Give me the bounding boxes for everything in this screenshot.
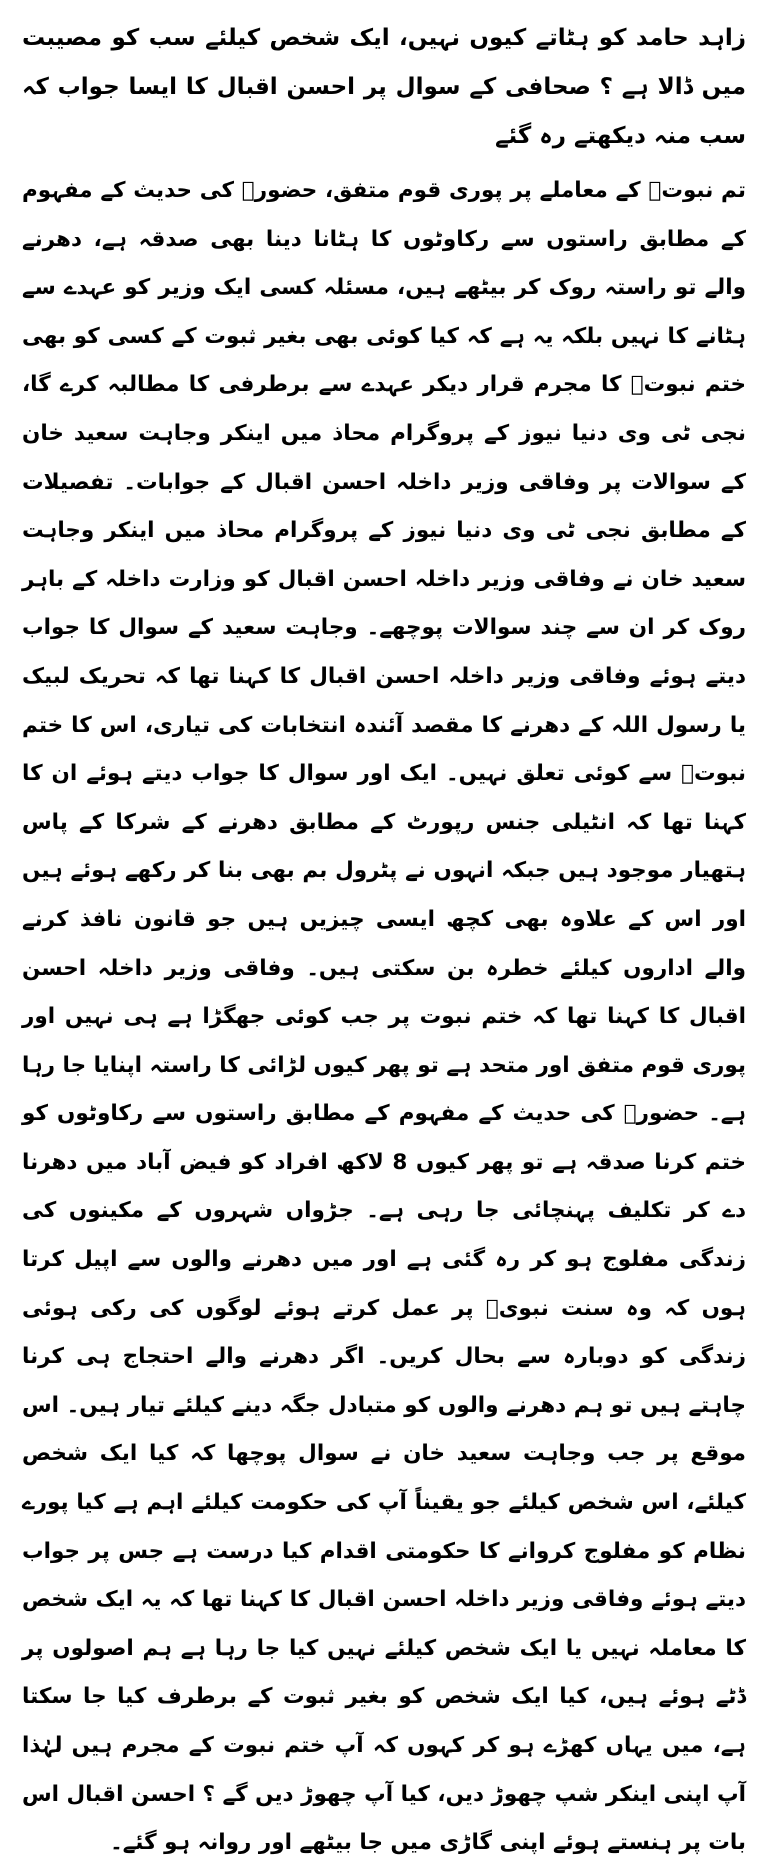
article-headline: زاہد حامد کو ہٹاتے کیوں نہیں، ایک شخص کیلئے سب کو مصیبت میں ڈالا ہے ؟ صحافی کے سوال پر احسن اقبال کا ایسا جواب کہ سب منہ دیکھتے رہ گئے [22, 25, 746, 149]
article-body: تم نبوتؐ کے معاملے پر پوری قوم متفق، حضورؐ کی حدیث کے مفہوم کے مطابق راستوں سے رکاوٹوں کا ہٹانا دینا بھی صدقہ ہے، دھرنے والے تو راستہ روک کر بیٹھے ہیں، مسئلہ کسی ایک وزیر کو عہدے سے ہٹانے کا نہیں بلکہ یہ ہے کہ کیا کوئی بھی بغیر ثبوت کے کسی کو بھی ختم نبوتؐ کا مجرم قرار دیکر عہدے سے برطرفی کا مطالبہ کرے گا، نجی ٹی وی دنیا نیوز کے پروگرام محاذ میں اینکر وجاہت سعید خان کے سوالات پر وفاقی وزیر داخلہ احسن اقبال کے جوابات۔ تفصیلات کے مطابق نجی ٹی وی دنیا نیوز کے پروگرام محاذ میں اینکر وجاہت سعید خان نے وفاقی وزیر داخلہ احسن اقبال کو وزارت داخلہ کے باہر روک کر ان سے چند سوالات پوچھے۔ وجاہت سعید کے سوال کا جواب دیتے ہوئے وفاقی وزیر داخلہ احسن اقبال کا کہنا تھا کہ تحریک لبیک یا رسول اللہ کے دھرنے کا مقصد آئندہ انتخابات کی تیاری، اس کا ختم نبوتؐ سے کوئی تعلق نہیں۔ ایک اور سوال کا جواب دیتے ہوئے ان کا کہنا تھا کہ انٹیلی جنس رپورٹ کے مطابق دھرنے کے شرکا کے پاس ہتھیار موجود ہیں جبکہ انہوں نے پٹرول بم بھی بنا کر رکھے ہوئے ہیں اور اس کے علاوہ بھی کچھ ایسی چیزیں ہیں جو قانون نافذ کرنے والے اداروں کیلئے خطرہ بن سکتی ہیں۔ وفاقی وزیر داخلہ احسن اقبال کا کہنا تھا کہ ختم نبوت پر جب کوئی جھگڑا ہے ہی نہیں اور پوری قوم متفق اور متحد ہے تو پھر کیوں لڑائی کا راستہ اپنایا جا رہا ہے۔ حضورؐ کی حدیث کے مفہوم کے مطابق راستوں سے رکاوٹوں کو ختم کرنا صدقہ ہے تو پھر کیوں 8 لاکھ افراد کو فیض آباد میں دھرنا دے کر تکلیف پہنچائی جا رہی ہے۔ جڑواں شہروں کے مکینوں کی زندگی مفلوج ہو کر رہ گئی ہے اور میں دھرنے والوں سے اپیل کرتا ہوں کہ وہ سنت نبویؐ پر عمل کرتے ہوئے لوگوں کی رکی ہوئی زندگی کو دوبارہ سے بحال کریں۔ اگر دھرنے والے احتجاج ہی کرنا چاہتے ہیں تو ہم دھرنے والوں کو متبادل جگہ دینے کیلئے تیار ہیں۔ اس موقع پر جب وجاہت سعید خان نے سوال پوچھا کہ کیا ایک شخص کیلئے، اس شخص کیلئے جو یقیناً آپ کی حکومت کیلئے اہم ہے کیا پورے نظام کو مفلوج کروانے کا حکومتی اقدام کیا درست ہے جس پر جواب دیتے ہوئے وفاقی وزیر داخلہ احسن اقبال کا کہنا تھا کہ یہ ایک شخص کا معاملہ نہیں یا ایک شخص کیلئے نہیں کیا جا رہا ہے ہم اصولوں پر ڈٹے ہوئے ہیں، کیا ایک شخص کو بغیر ثبوت کے برطرف کیا جا سکتا ہے، میں یہاں کھڑے ہو کر کہوں کہ آپ ختم نبوت کے مجرم ہیں لہٰذا آپ اپنی اینکر شپ چھوڑ دیں، کیا آپ چھوڑ دیں گے ؟ احسن اقبال اس بات پر ہنستے ہوئے اپنی گاڑی میں جا بیٹھے اور روانہ ہو گئے۔ [22, 178, 746, 1856]
